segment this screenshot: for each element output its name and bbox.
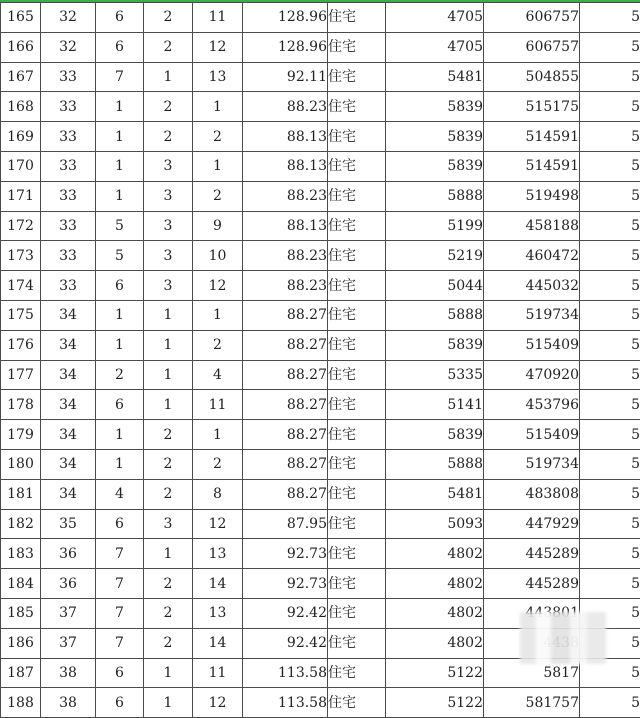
building-cell: 34 [41,449,96,479]
usage-cell: 住宅 [328,151,386,181]
room-cell: 1 [193,92,243,122]
status-cell: 5 [580,449,640,479]
status-cell: 5 [580,330,640,360]
table-row [1,479,640,509]
table-row [1,360,640,390]
room-cell: 2 [193,449,243,479]
floor-cell: 2 [144,479,193,509]
status-cell: 5 [580,241,640,271]
floor-cell: 2 [144,32,193,62]
row-number-cell: 175 [1,300,41,330]
table-row [1,3,640,33]
row-number-cell: 169 [1,122,41,152]
unit-price-cell: 5481 [386,479,484,509]
area-cell: 88.23 [243,92,328,122]
unit-cell: 1 [96,92,144,122]
floor-cell: 2 [144,449,193,479]
status-cell: 5 [580,300,640,330]
table-row [1,449,640,479]
status-cell: 5 [580,420,640,450]
status-cell: 5 [580,32,640,62]
building-cell: 36 [41,569,96,599]
usage-cell: 住宅 [328,32,386,62]
unit-cell: 1 [96,151,144,181]
usage-cell: 住宅 [328,3,386,33]
total-price-cell: 483808 [484,479,580,509]
total-price-cell: 470920 [484,360,580,390]
room-cell: 10 [193,241,243,271]
row-number-cell: 167 [1,62,41,92]
table-row [1,181,640,211]
unit-price-cell: 4802 [386,539,484,569]
room-cell: 13 [193,598,243,628]
floor-cell: 1 [144,688,193,718]
status-cell: 5 [580,509,640,539]
floor-cell: 3 [144,151,193,181]
table-row [1,300,640,330]
unit-price-cell: 5335 [386,360,484,390]
building-cell: 37 [41,628,96,658]
floor-cell: 2 [144,92,193,122]
floor-cell: 3 [144,211,193,241]
building-cell: 36 [41,539,96,569]
floor-cell: 3 [144,181,193,211]
unit-cell: 1 [96,449,144,479]
usage-cell: 住宅 [328,688,386,718]
floor-cell: 2 [144,3,193,33]
total-price-cell: 453796 [484,390,580,420]
area-cell: 92.73 [243,539,328,569]
room-cell: 13 [193,539,243,569]
usage-cell: 住宅 [328,271,386,301]
floor-cell: 2 [144,569,193,599]
table-body [1,3,640,718]
area-cell: 88.27 [243,360,328,390]
room-cell: 1 [193,420,243,450]
area-cell: 88.23 [243,181,328,211]
table-row [1,122,640,152]
status-cell: 5 [580,211,640,241]
row-number-cell: 174 [1,271,41,301]
row-number-cell: 179 [1,420,41,450]
table-row [1,241,640,271]
unit-price-cell: 5839 [386,122,484,152]
unit-price-cell: 5481 [386,62,484,92]
room-cell: 1 [193,151,243,181]
table-row [1,420,640,450]
status-cell: 5 [580,658,640,688]
building-cell: 34 [41,300,96,330]
unit-cell: 6 [96,271,144,301]
unit-price-cell: 4802 [386,628,484,658]
unit-cell: 1 [96,330,144,360]
unit-cell: 6 [96,658,144,688]
table-row [1,92,640,122]
row-number-cell: 165 [1,3,41,33]
building-cell: 32 [41,3,96,33]
unit-price-cell: 5839 [386,92,484,122]
total-price-cell: 606757 [484,32,580,62]
area-cell: 92.11 [243,62,328,92]
status-cell: 5 [580,62,640,92]
usage-cell: 住宅 [328,211,386,241]
total-price-cell: 445289 [484,539,580,569]
unit-cell: 1 [96,420,144,450]
building-cell: 32 [41,32,96,62]
row-number-cell: 173 [1,241,41,271]
floor-cell: 2 [144,628,193,658]
table-row [1,271,640,301]
total-price-cell: 606757 [484,3,580,33]
total-price-cell: 5817 [484,658,580,688]
unit-cell: 2 [96,360,144,390]
table-row [1,211,640,241]
room-cell: 14 [193,569,243,599]
room-cell: 4 [193,360,243,390]
status-cell: 5 [580,122,640,152]
usage-cell: 住宅 [328,539,386,569]
listing-table [0,2,640,718]
room-cell: 2 [193,330,243,360]
row-number-cell: 182 [1,509,41,539]
total-price-cell: 515409 [484,420,580,450]
unit-cell: 5 [96,241,144,271]
usage-cell: 住宅 [328,658,386,688]
usage-cell: 住宅 [328,62,386,92]
row-number-cell: 184 [1,569,41,599]
room-cell: 12 [193,509,243,539]
row-number-cell: 166 [1,32,41,62]
unit-price-cell: 5888 [386,181,484,211]
unit-price-cell: 5093 [386,509,484,539]
room-cell: 2 [193,122,243,152]
room-cell: 13 [193,62,243,92]
row-number-cell: 168 [1,92,41,122]
total-price-cell: 460472 [484,241,580,271]
unit-cell: 7 [96,569,144,599]
total-price-cell: 514591 [484,151,580,181]
unit-cell: 1 [96,300,144,330]
row-number-cell: 183 [1,539,41,569]
usage-cell: 住宅 [328,122,386,152]
room-cell: 11 [193,3,243,33]
table-row [1,32,640,62]
total-price-cell: 458188 [484,211,580,241]
row-number-cell: 180 [1,449,41,479]
building-cell: 33 [41,92,96,122]
building-cell: 34 [41,420,96,450]
unit-price-cell: 4802 [386,569,484,599]
status-cell: 5 [580,181,640,211]
floor-cell: 1 [144,390,193,420]
total-price-cell: 519734 [484,300,580,330]
unit-price-cell: 5888 [386,449,484,479]
usage-cell: 住宅 [328,479,386,509]
floor-cell: 1 [144,300,193,330]
unit-cell: 1 [96,122,144,152]
room-cell: 9 [193,211,243,241]
blurred-watermark-area [520,612,606,664]
area-cell: 88.27 [243,390,328,420]
total-price-cell: 445032 [484,271,580,301]
area-cell: 128.96 [243,3,328,33]
area-cell: 88.13 [243,122,328,152]
usage-cell: 住宅 [328,360,386,390]
usage-cell: 住宅 [328,390,386,420]
status-cell: 5 [580,390,640,420]
unit-price-cell: 5839 [386,420,484,450]
area-cell: 92.42 [243,628,328,658]
area-cell: 88.27 [243,300,328,330]
unit-cell: 6 [96,390,144,420]
usage-cell: 住宅 [328,509,386,539]
floor-cell: 2 [144,420,193,450]
unit-price-cell: 5839 [386,330,484,360]
row-number-cell: 177 [1,360,41,390]
unit-price-cell: 5888 [386,300,484,330]
usage-cell: 住宅 [328,569,386,599]
unit-price-cell: 5839 [386,151,484,181]
area-cell: 88.13 [243,211,328,241]
status-cell: 5 [580,92,640,122]
table-row [1,151,640,181]
area-cell: 92.73 [243,569,328,599]
usage-cell: 住宅 [328,181,386,211]
table-row [1,539,640,569]
building-cell: 35 [41,509,96,539]
floor-cell: 3 [144,271,193,301]
unit-cell: 1 [96,181,144,211]
unit-cell: 7 [96,62,144,92]
unit-cell: 7 [96,598,144,628]
table-row [1,509,640,539]
unit-price-cell: 5219 [386,241,484,271]
total-price-cell: 504855 [484,62,580,92]
area-cell: 88.13 [243,151,328,181]
usage-cell: 住宅 [328,241,386,271]
room-cell: 12 [193,271,243,301]
room-cell: 1 [193,300,243,330]
room-cell: 2 [193,181,243,211]
status-cell: 5 [580,479,640,509]
row-number-cell: 171 [1,181,41,211]
area-cell: 88.27 [243,330,328,360]
building-cell: 33 [41,211,96,241]
row-number-cell: 186 [1,628,41,658]
unit-cell: 6 [96,509,144,539]
status-cell: 5 [580,360,640,390]
building-cell: 33 [41,122,96,152]
usage-cell: 住宅 [328,300,386,330]
area-cell: 128.96 [243,32,328,62]
unit-price-cell: 4705 [386,3,484,33]
area-cell: 92.42 [243,598,328,628]
row-number-cell: 185 [1,598,41,628]
total-price-cell: 519498 [484,181,580,211]
usage-cell: 住宅 [328,420,386,450]
table-row [1,569,640,599]
unit-price-cell: 5199 [386,211,484,241]
floor-cell: 1 [144,62,193,92]
table-row [1,390,640,420]
building-cell: 33 [41,62,96,92]
status-cell: 5 [580,271,640,301]
building-cell: 34 [41,330,96,360]
area-cell: 113.58 [243,658,328,688]
area-cell: 88.23 [243,271,328,301]
building-cell: 38 [41,688,96,718]
floor-cell: 1 [144,360,193,390]
unit-cell: 5 [96,211,144,241]
floor-cell: 3 [144,241,193,271]
area-cell: 88.27 [243,479,328,509]
building-cell: 38 [41,658,96,688]
area-cell: 113.58 [243,688,328,718]
room-cell: 11 [193,390,243,420]
total-price-cell: 581757 [484,688,580,718]
area-cell: 88.27 [243,420,328,450]
table-row [1,330,640,360]
area-cell: 88.23 [243,241,328,271]
room-cell: 12 [193,32,243,62]
building-cell: 33 [41,181,96,211]
usage-cell: 住宅 [328,330,386,360]
unit-price-cell: 4705 [386,32,484,62]
unit-cell: 6 [96,3,144,33]
building-cell: 33 [41,271,96,301]
unit-cell: 7 [96,539,144,569]
status-cell: 5 [580,628,640,658]
total-price-cell: 519734 [484,449,580,479]
status-cell: 5 [580,569,640,599]
table-row [1,62,640,92]
floor-cell: 2 [144,122,193,152]
usage-cell: 住宅 [328,449,386,479]
status-cell: 5 [580,688,640,718]
status-cell: 5 [580,151,640,181]
room-cell: 12 [193,688,243,718]
unit-cell: 7 [96,628,144,658]
room-cell: 14 [193,628,243,658]
total-price-cell: 515175 [484,92,580,122]
floor-cell: 1 [144,330,193,360]
area-cell: 87.95 [243,509,328,539]
row-number-cell: 188 [1,688,41,718]
floor-cell: 1 [144,658,193,688]
status-cell: 5 [580,598,640,628]
status-cell: 5 [580,3,640,33]
usage-cell: 住宅 [328,628,386,658]
row-number-cell: 176 [1,330,41,360]
row-number-cell: 178 [1,390,41,420]
unit-price-cell: 5122 [386,688,484,718]
building-cell: 34 [41,360,96,390]
total-price-cell: 514591 [484,122,580,152]
table-row [1,688,640,718]
usage-cell: 住宅 [328,92,386,122]
total-price-cell: 445289 [484,569,580,599]
unit-price-cell: 5044 [386,271,484,301]
room-cell: 11 [193,658,243,688]
row-number-cell: 187 [1,658,41,688]
unit-cell: 4 [96,479,144,509]
unit-price-cell: 4802 [386,598,484,628]
building-cell: 33 [41,241,96,271]
room-cell: 8 [193,479,243,509]
total-price-cell: 515409 [484,330,580,360]
building-cell: 34 [41,479,96,509]
unit-cell: 6 [96,688,144,718]
building-cell: 34 [41,390,96,420]
total-price-cell: 447929 [484,509,580,539]
floor-cell: 1 [144,539,193,569]
unit-price-cell: 5122 [386,658,484,688]
unit-price-cell: 5141 [386,390,484,420]
unit-cell: 6 [96,32,144,62]
area-cell: 88.27 [243,449,328,479]
building-cell: 37 [41,598,96,628]
usage-cell: 住宅 [328,598,386,628]
floor-cell: 3 [144,509,193,539]
floor-cell: 2 [144,598,193,628]
row-number-cell: 170 [1,151,41,181]
row-number-cell: 172 [1,211,41,241]
row-number-cell: 181 [1,479,41,509]
status-cell: 5 [580,539,640,569]
building-cell: 33 [41,151,96,181]
